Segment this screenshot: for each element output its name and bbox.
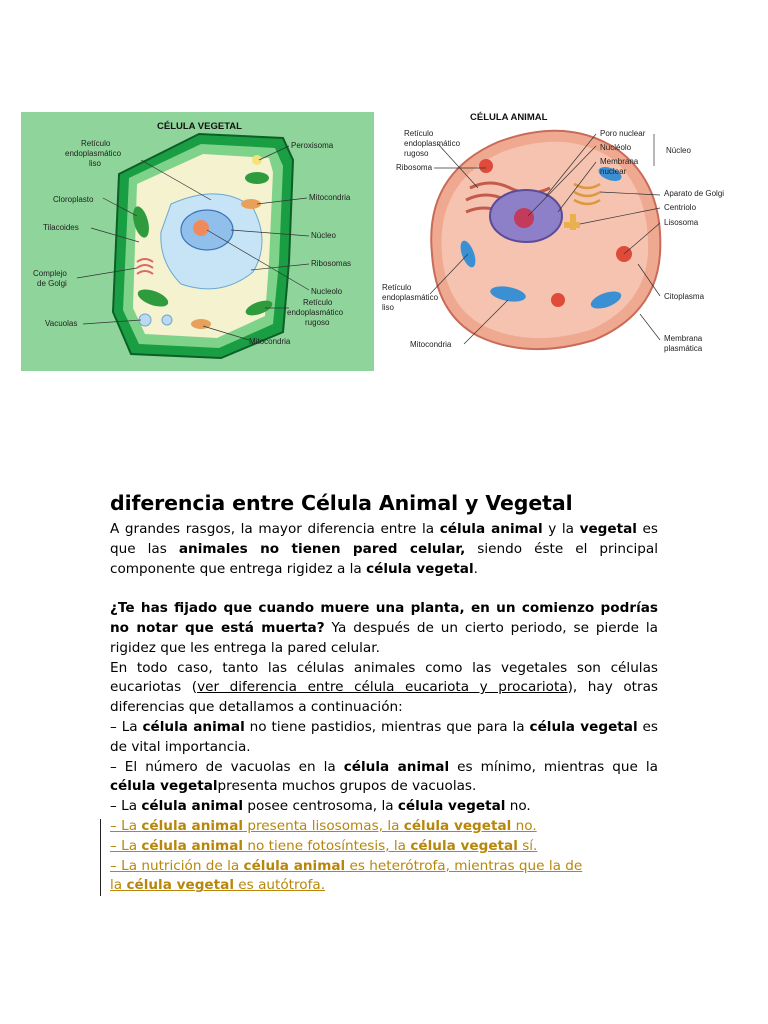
bold-run: célula vegetal [403, 817, 512, 834]
bold-run: célula vegetal [529, 718, 638, 735]
text-run: presenta muchos grupos de vacuolas. [217, 778, 477, 795]
text-run: no. [511, 817, 537, 834]
animal-label-mitocondria: Mitocondria [410, 340, 452, 349]
animal-label-reticulo-liso-3: liso [382, 303, 395, 312]
animal-label-membrana-nuclear-1: Membrana [600, 157, 639, 166]
plant-label-reticulo-rugoso-2: endoplasmático [287, 308, 344, 317]
list-item-fotosintesis [110, 837, 658, 857]
paragraph-eucariotas [110, 659, 658, 718]
change-bar [100, 819, 101, 896]
plant-cell-body [113, 134, 293, 358]
bold-run: célula animal [141, 798, 244, 815]
text-run: la [110, 877, 127, 894]
bold-run: célula animal [343, 758, 450, 775]
text-run: no tiene pastidios, mientras que para la [244, 718, 530, 735]
text-run: . [473, 560, 478, 577]
list-item-pastidios [110, 718, 658, 758]
eucariota-procariota-link[interactable]: ver diferencia entre célula eucariota y procariota [197, 679, 568, 696]
bold-run: célula vegetal [110, 778, 218, 795]
bold-run: célula vegetal [366, 560, 474, 577]
plant-label-ribosomas: Ribosomas [311, 259, 352, 268]
animal-label-reticulo-rugoso-1: Retículo [404, 129, 434, 138]
animal-label-reticulo-liso-2: endoplasmático [382, 293, 439, 302]
paragraph-intro [110, 520, 658, 579]
text-run: – La [110, 837, 142, 854]
text-run: En todo caso, tanto las células animales como las vegetales son células eucariotas ( [110, 659, 658, 696]
text-run: A grandes rasgos, la mayor diferencia entre la [110, 521, 440, 537]
text-run: – La nutrición de la [110, 857, 244, 874]
animal-label-membrana-plasmatica-2: plasmática [664, 344, 703, 353]
text-run: presenta lisosomas, la [243, 817, 404, 834]
animal-label-reticulo-liso-1: Retículo [382, 283, 412, 292]
bold-run: célula animal [141, 837, 244, 854]
list-item-centrosoma [110, 797, 658, 817]
animal-label-lisosoma: Lisosoma [664, 218, 699, 227]
text-run: no tiene fotosíntesis, la [243, 837, 411, 854]
plant-label-mitocondria-bottom: Mitocondria [249, 337, 291, 346]
bold-run: célula animal [439, 521, 543, 537]
bold-run: célula animal [142, 718, 245, 735]
animal-label-golgi: Aparato de Golgi [664, 189, 725, 198]
blank-line [110, 579, 658, 599]
document-body [110, 488, 658, 896]
animal-diagram-title: CÉLULA ANIMAL [470, 112, 548, 123]
document-title: diferencia entre Célula Animal y Vegetal [110, 491, 573, 515]
paragraph-question [110, 599, 658, 658]
animal-label-poro-nuclear: Poro nuclear [600, 129, 646, 138]
plant-label-reticulo-rugoso-1: Retículo [303, 298, 333, 307]
text-run: ), hay otras diferencias que detallamos a continuación: [110, 679, 658, 716]
text-run: es mínimo, mientras que la [449, 758, 658, 775]
animal-cell-diagram [378, 104, 738, 366]
text-run: no. [505, 798, 531, 815]
tracked-changes-block [110, 817, 658, 896]
bold-run: célula animal [141, 817, 244, 834]
text-run: – La [110, 817, 142, 834]
plant-label-peroxisoma: Peroxisoma [291, 141, 334, 150]
text-run: Ya después de un cierto periodo, se pierde la rigidez que les entrega la pared celular. [110, 619, 658, 656]
animal-label-citoplasma: Citoplasma [664, 292, 705, 301]
plant-label-nucleolo: Nucleolo [311, 287, 343, 296]
text-run: es de vital importancia. [110, 718, 658, 755]
plant-label-nucleo: Núcleo [311, 231, 336, 240]
text-run: y la [542, 521, 580, 537]
bold-run: vegetal [579, 521, 637, 537]
plant-label-vacuolas: Vacuolas [45, 319, 78, 328]
text-run: siendo éste el principal componente que entrega rigidez a la [110, 540, 658, 577]
animal-label-ribosoma: Ribosoma [396, 163, 433, 172]
bold-run: célula vegetal [410, 837, 518, 854]
plant-label-golgi-1: Complejo [33, 269, 67, 278]
plant-label-cloroplasto: Cloroplasto [53, 195, 94, 204]
text-run: es heterótrofa, mientras que la de [345, 857, 583, 874]
plant-label-reticulo-liso-1: Retículo [81, 139, 111, 148]
plant-label-mitocondria-top: Mitocondria [309, 193, 351, 202]
bold-run: ¿Te has fijado que cuando muere una planta, en un comienzo podrías no notar que está muerta? [110, 600, 658, 636]
animal-label-nucleolo: Nucléolo [600, 143, 632, 152]
bold-run: animales no tienen pared celular, [178, 540, 466, 557]
list-item-nutricion [110, 857, 658, 897]
text-run: – El número de vacuolas en la [110, 758, 344, 775]
text-run: es autótrofa. [233, 877, 326, 894]
animal-label-membrana-nuclear-2: nuclear [600, 167, 627, 176]
bold-run: célula vegetal [397, 798, 506, 815]
plant-label-tilacoides: Tilacoides [43, 223, 79, 232]
plant-label-reticulo-liso-2: endoplasmático [65, 149, 122, 158]
animal-label-centriolo: Centriolo [664, 203, 697, 212]
animal-label-reticulo-rugoso-3: rugoso [404, 149, 429, 158]
plant-cell-diagram [21, 112, 374, 371]
plant-label-reticulo-rugoso-3: rugoso [305, 318, 330, 327]
text-run: es que las [110, 521, 658, 557]
plant-label-golgi-2: de Golgi [37, 279, 67, 288]
text-run: – La [110, 798, 142, 815]
animal-label-nucleo: Núcleo [666, 146, 691, 155]
list-item-vacuolas [110, 758, 658, 798]
text-run: sí. [517, 837, 538, 854]
bold-run: célula animal [243, 857, 346, 874]
list-item-lisosomas [110, 817, 658, 837]
text-run: – La [110, 718, 143, 735]
plant-diagram-title: CÉLULA VEGETAL [157, 121, 242, 132]
plant-label-reticulo-liso-3: liso [89, 159, 102, 168]
bold-run: célula vegetal [126, 877, 234, 894]
animal-label-membrana-plasmatica-1: Membrana [664, 334, 703, 343]
text-run: posee centrosoma, la [243, 798, 398, 815]
animal-label-reticulo-rugoso-2: endoplasmático [404, 139, 461, 148]
